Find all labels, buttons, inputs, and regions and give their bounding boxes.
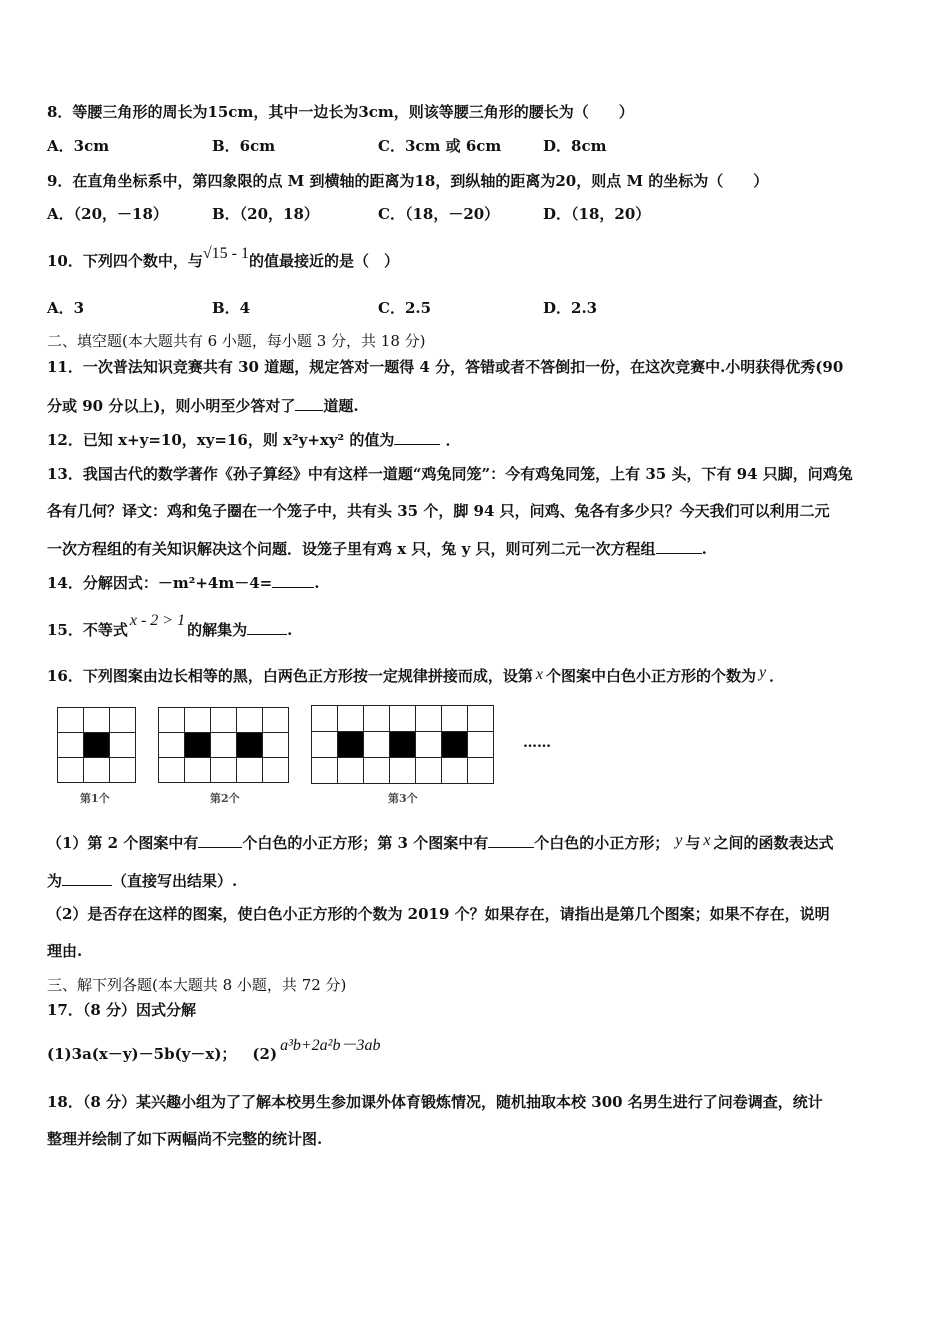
q16-p1-var-y: y (675, 832, 683, 849)
q10-option-b: B．4 (212, 299, 251, 317)
q14-end: . (314, 574, 320, 592)
q17-part-2-expression: a³b+2a²b－3ab (280, 1037, 381, 1054)
q12-end: ． (440, 431, 461, 449)
q17-part-2-label: (2) (252, 1045, 278, 1063)
q16-p1-g: （直接写出结果）. (112, 872, 238, 890)
pattern-figure-1 (57, 707, 137, 782)
q13-answer-blank[interactable] (656, 539, 702, 554)
q8-option-a: A．3cm (47, 137, 110, 155)
q16-p1-b: 个白色的小正方形；第 3 个图案中有 (242, 834, 489, 852)
q16-part-2-line-2: 理由. (47, 942, 83, 960)
q12-line (47, 430, 461, 449)
q13-end: . (701, 540, 707, 558)
q8-option-c: C．3cm 或 6cm (378, 137, 502, 155)
q16-p1-blank-1[interactable] (198, 833, 242, 848)
q15-end: . (287, 621, 293, 639)
q16-var-x: x (535, 666, 543, 683)
q14-answer-blank[interactable] (272, 573, 314, 588)
q16-var-y: y (759, 664, 767, 681)
q16-p1-var-x: x (703, 832, 711, 849)
section-3-heading: 三、解下列各题(本大题共 8 小题，共 72 分) (47, 976, 347, 994)
q16-stem-a: 16．下列图案由边长相等的黑，白两色正方形按一定规律拼接而成，设第 (47, 667, 533, 685)
q9-option-c: C．（18，－20） (378, 205, 500, 223)
q12-text: 12．已知 x+y=10，xy=16，则 x²y+xy² 的值为 (47, 431, 395, 449)
q16-p1-a: （1）第 2 个图案中有 (47, 834, 199, 852)
q16-stem-c: ． (769, 667, 785, 685)
q10-expression: √15 - 1 (202, 245, 249, 262)
q11-line-1: 11．一次普法知识竞赛共有 30 道题，规定答对一题得 4 分，答错或者不答倒扣一份，在这次竞赛中.小明获得优秀(90 (47, 358, 844, 376)
q16-p1-e: 之间的函数表达式 (713, 834, 834, 852)
q9-option-a: A．（20，－18） (47, 205, 168, 223)
q18-line-2: 整理并绘制了如下两幅尚不完整的统计图. (47, 1130, 323, 1148)
q13-line-3 (47, 539, 707, 558)
q9-option-d: D．（18，20） (543, 205, 651, 223)
q8-option-d: D．8cm (543, 137, 607, 155)
q16-p1-c: 个白色的小正方形； (534, 834, 670, 852)
q11-line-2-end: 道题. (323, 397, 359, 415)
q13-line-1: 13．我国古代的数学著作《孙子算经》中有这样一道题“鸡兔同笼”：今有鸡兔同笼，上有 35 头，下有 94 只脚，问鸡兔 (47, 465, 853, 483)
q15-text-b: 的解集为 (187, 621, 248, 639)
figure-2-caption: 第2个 (210, 792, 240, 805)
q10-option-c: C．2.5 (378, 299, 432, 317)
q15-expression: x - 2 > 1 (129, 612, 186, 629)
q11-line-2-text: 分或 90 分以上)，则小明至少答对了 (47, 397, 296, 415)
q14-text: 14．分解因式：－m²+4m－4= (47, 574, 273, 592)
ellipsis: …… (523, 735, 551, 751)
q17-stem: 17．（8 分）因式分解 (47, 1001, 197, 1019)
q16-part-2-line-1: （2）是否存在这样的图案，使白色小正方形的个数为 2019 个？如果存在，请指出是第几个图案；如果不存在，说明 (47, 905, 830, 923)
q9-stem: 9．在直角坐标系中，第四象限的点 M 到横轴的距离为18，到纵轴的距离为20，则点 M 的坐标为（ ） (47, 172, 769, 190)
q8-option-b: B．6cm (212, 137, 276, 155)
q16-stem-b: 个图案中白色小正方形的个数为 (546, 667, 757, 685)
q18-line-1: 18．（8 分）某兴趣小组为了了解本校男生参加课外体育锻炼情况，随机抽取本校 300 名男生进行了问卷调查，统计 (47, 1093, 823, 1111)
q17-parts (47, 1037, 381, 1064)
q17-part-1: (1)3a(x－y)－5b(y－x)； (47, 1045, 237, 1063)
figure-1-caption: 第1个 (80, 792, 110, 805)
figure-3-caption: 第3个 (388, 792, 418, 805)
q8-stem: 8．等腰三角形的周长为15cm，其中一边长为3cm，则该等腰三角形的腰长为（ ） (47, 103, 634, 121)
q15-line (47, 612, 293, 640)
q16-p1-f: 为 (47, 872, 63, 890)
q12-answer-blank[interactable] (394, 430, 440, 445)
q11-answer-blank[interactable] (295, 396, 323, 411)
q16-p1-blank-3[interactable] (62, 871, 112, 886)
q10-stem-b: 的值最接近的是（ ） (248, 252, 399, 270)
q16-p1-d: 与 (685, 834, 701, 852)
q10-option-d: D．2.3 (543, 299, 598, 317)
section-2-heading: 二、填空题(本大题共有 6 小题，每小题 3 分，共 18 分) (47, 332, 426, 350)
q16-p1-blank-2[interactable] (488, 833, 534, 848)
q13-line-3-text: 一次方程组的有关知识解决这个问题．设笼子里有鸡 x 只，兔 y 只，则可列二元一次方程组 (47, 540, 656, 558)
q10-stem-a: 10．下列四个数中，与 (47, 252, 203, 270)
q14-line (47, 573, 319, 592)
q11-line-2 (47, 396, 359, 415)
q16-part-1-line-1 (47, 833, 833, 853)
q15-text: 15．不等式 (47, 621, 128, 639)
q10-option-a: A．3 (47, 299, 85, 317)
q16-stem (47, 664, 785, 686)
pattern-figure-2 (158, 707, 288, 782)
q13-line-2: 各有几何？译文：鸡和兔子圈在一个笼子中，共有头 35 个，脚 94 只，问鸡、兔各有多少只？今天我们可以利用二元 (47, 502, 830, 520)
q9-option-b: B．（20，18） (212, 205, 319, 223)
q16-part-1-line-2 (47, 871, 237, 890)
q10-stem (47, 245, 399, 271)
q15-answer-blank[interactable] (247, 620, 287, 635)
pattern-figure-3 (311, 705, 495, 782)
